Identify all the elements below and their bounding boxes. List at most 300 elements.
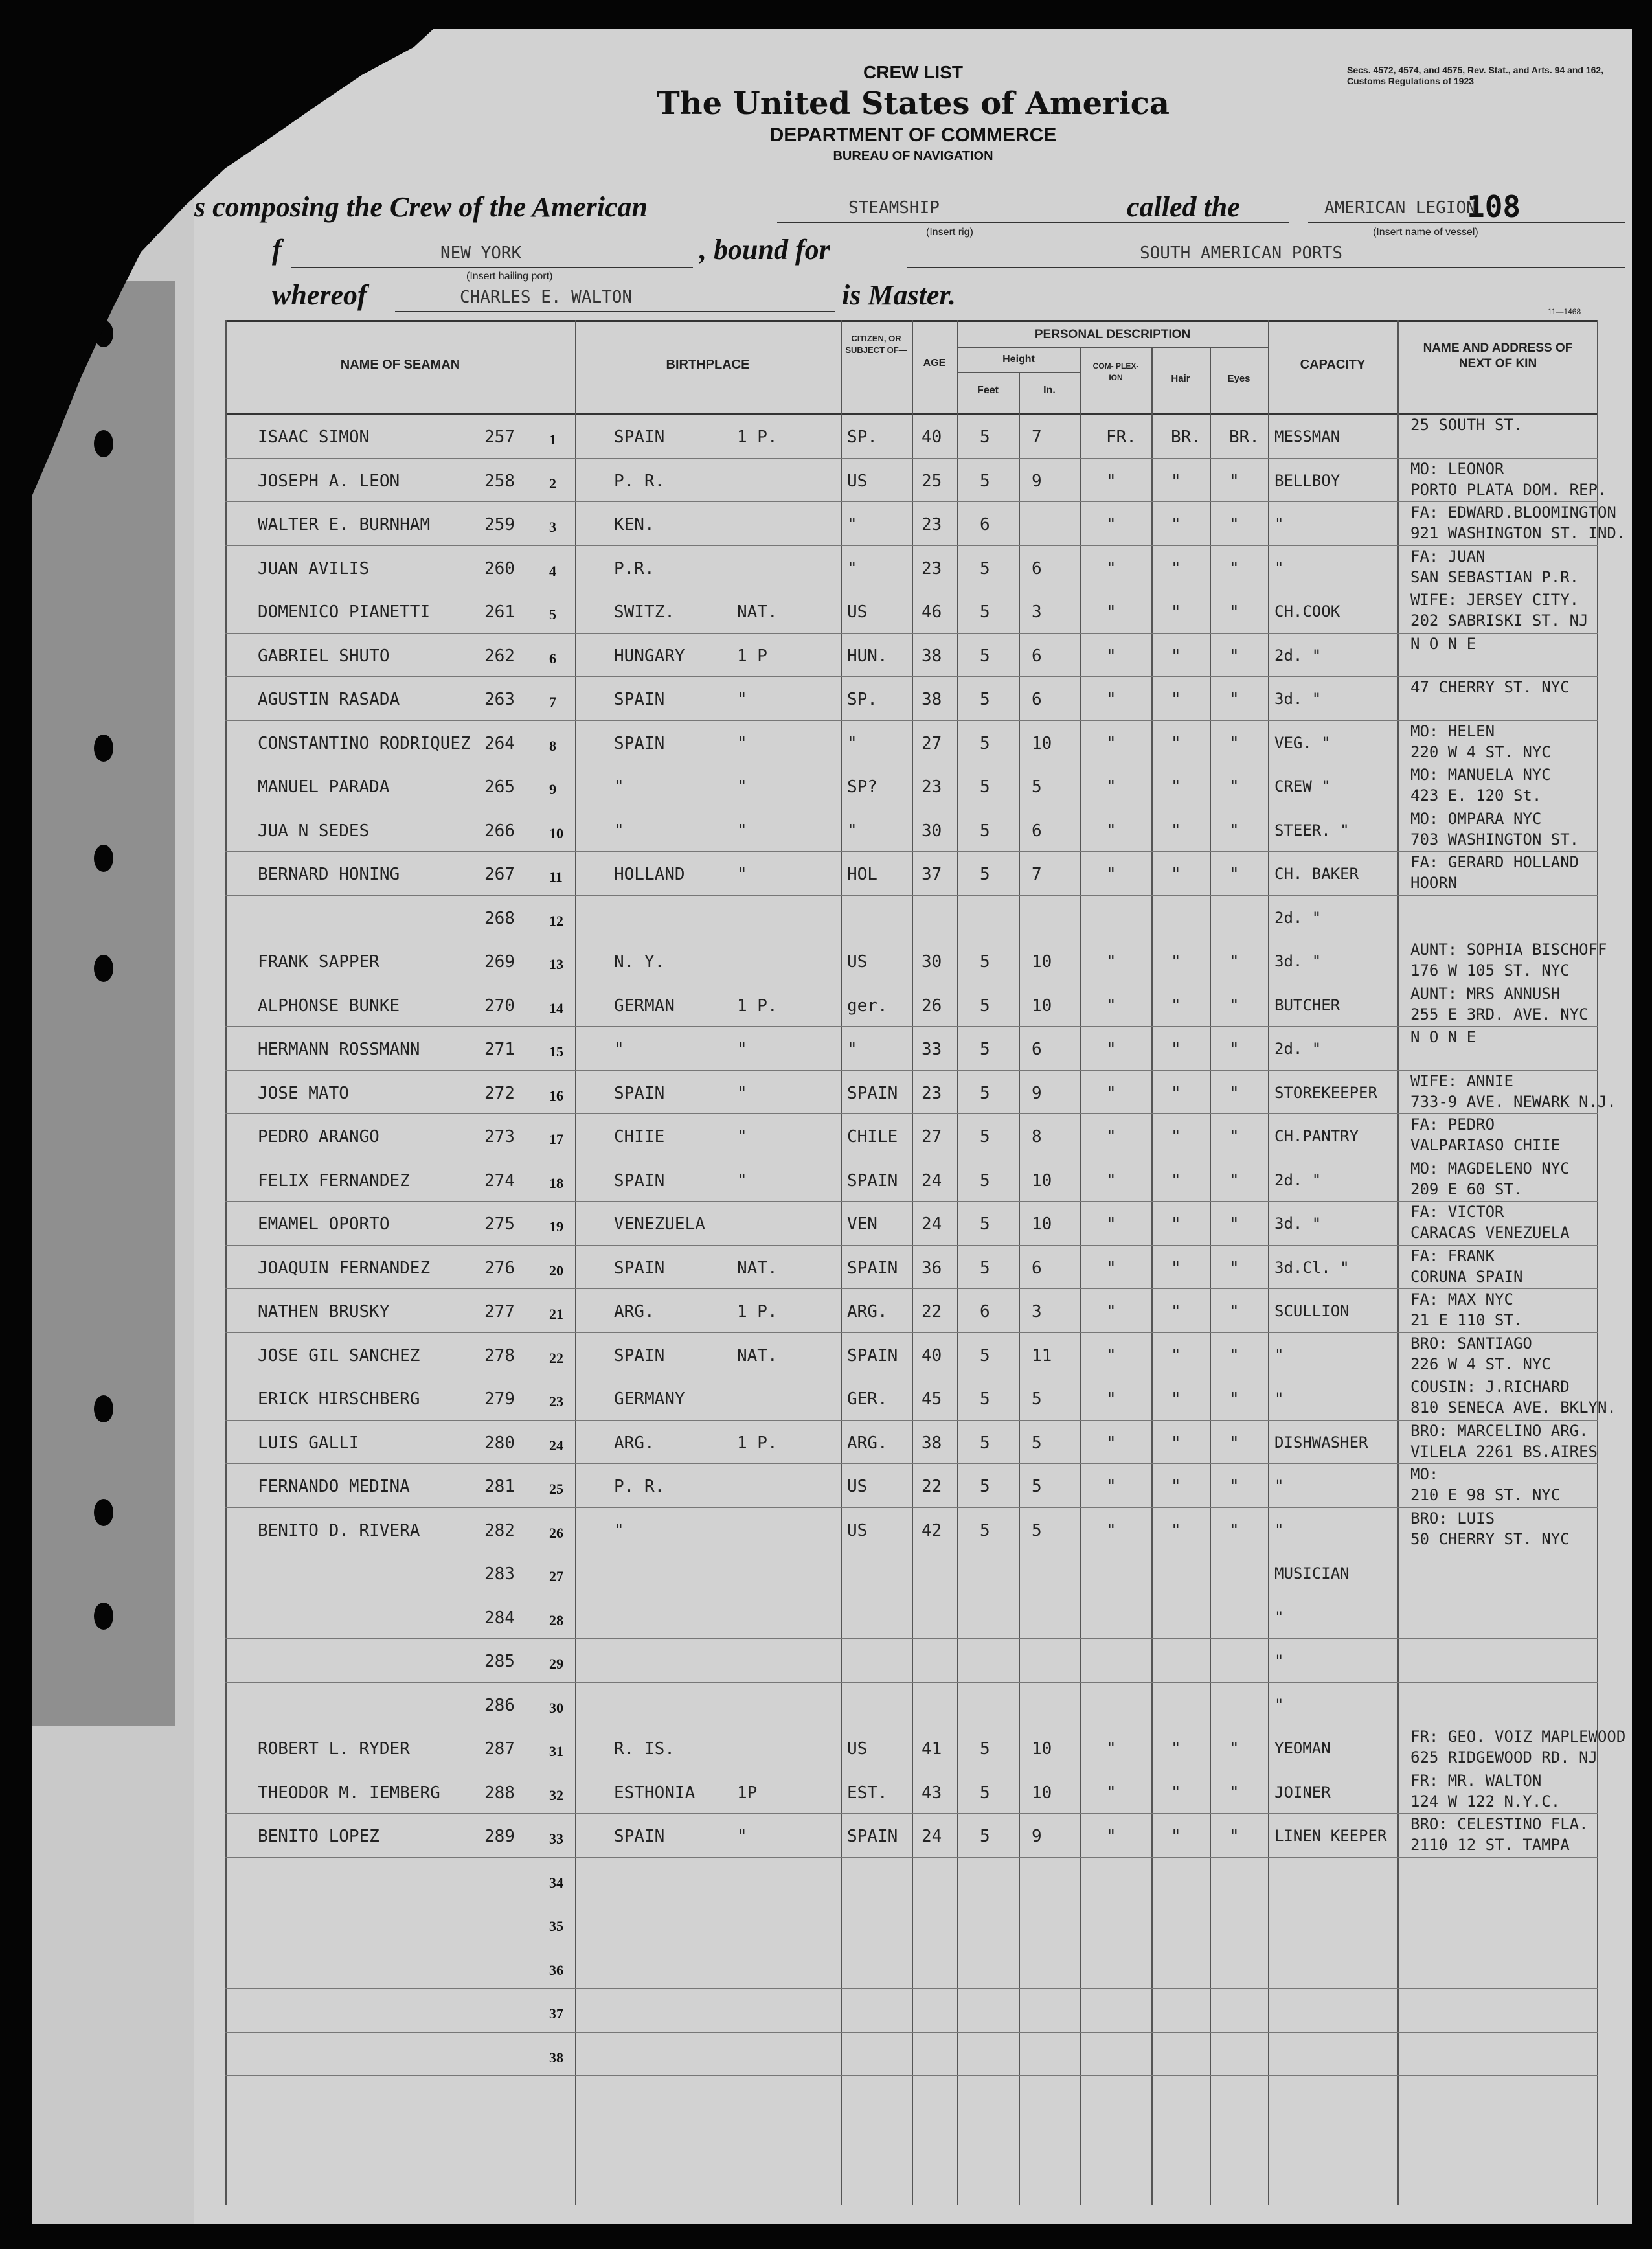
capacity: " [1274, 1477, 1284, 1495]
complexion: " [1106, 1215, 1116, 1234]
capacity: VEG. " [1274, 733, 1331, 752]
seaman-name: WALTER E. BURNHAM [258, 515, 431, 534]
hair: " [1171, 821, 1181, 841]
hair: " [1171, 1520, 1181, 1540]
height-inches: 6 [1032, 1258, 1042, 1278]
next-of-kin-address: HOORN [1410, 874, 1458, 892]
birthplace: N. Y. [614, 952, 665, 972]
hair: " [1171, 515, 1181, 534]
hair: " [1171, 646, 1181, 666]
next-of-kin-name: FA: MAX NYC [1410, 1290, 1513, 1308]
next-of-kin-name: FR: MR. WALTON [1410, 1771, 1542, 1790]
seaman-name: BENITO LOPEZ [258, 1827, 379, 1846]
capacity: " [1274, 515, 1284, 533]
citizenship: ARG. [847, 1433, 888, 1453]
height-feet: 5 [980, 1170, 990, 1191]
citizenship: SPAIN [847, 1083, 898, 1103]
table-row [225, 896, 1598, 940]
crew-number: 269 [484, 952, 515, 972]
hair: BR. [1171, 428, 1201, 447]
punch-hole [94, 955, 113, 982]
col-inches: In. [1043, 385, 1056, 396]
capacity: " [1274, 1695, 1284, 1714]
capacity: " [1274, 558, 1284, 577]
height-feet: 5 [980, 1083, 990, 1103]
height-inches: 10 [1032, 952, 1052, 972]
table-row [225, 1464, 1598, 1508]
height-feet: 5 [980, 1389, 990, 1409]
birth-status: 1 P. [737, 428, 778, 447]
vessel-name: AMERICAN LEGION [1324, 198, 1477, 218]
next-of-kin-address: 176 W 105 ST. NYC [1410, 961, 1570, 979]
capacity: MUSICIAN [1274, 1564, 1350, 1582]
next-of-kin-address: 703 WASHINGTON ST. [1410, 830, 1579, 849]
capacity: 2d. " [1274, 646, 1322, 665]
capacity: 3d. " [1274, 1215, 1322, 1233]
next-of-kin-name: AUNT: SOPHIA BISCHOFF [1410, 941, 1607, 959]
seaman-name: BERNARD HONING [258, 865, 400, 884]
age: 24 [922, 1827, 942, 1846]
age: 23 [922, 558, 942, 578]
line-number: 7 [549, 694, 556, 710]
height-inches: 5 [1032, 1433, 1042, 1453]
crew-number: 288 [484, 1783, 515, 1803]
table-row [225, 589, 1598, 634]
table-row [225, 1814, 1598, 1858]
eyes: " [1229, 952, 1239, 972]
complexion: " [1106, 690, 1116, 709]
line-number: 22 [549, 1349, 563, 1366]
eyes: " [1229, 1258, 1239, 1278]
next-of-kin-address: VILELA 2261 BS.AIRES [1410, 1442, 1598, 1461]
eyes: " [1229, 1389, 1239, 1409]
line-number: 19 [549, 1218, 563, 1235]
table-row [225, 1333, 1598, 1377]
table-row [225, 1158, 1598, 1202]
line-number: 11 [549, 869, 563, 885]
capacity: CH.PANTRY [1274, 1127, 1359, 1145]
crew-number: 259 [484, 515, 515, 534]
next-of-kin-name: COUSIN: J.RICHARD [1410, 1378, 1570, 1396]
table-row [225, 1508, 1598, 1552]
seaman-name: ALPHONSE BUNKE [258, 996, 400, 1016]
line-number: 37 [549, 2005, 563, 2022]
citizenship: " [847, 515, 857, 534]
form-title: CREW LIST [863, 62, 963, 82]
next-of-kin-address: 921 WASHINGTON ST. IND. [1410, 524, 1626, 542]
line-number: 23 [549, 1393, 563, 1410]
table-row [225, 677, 1598, 721]
complexion: " [1106, 1477, 1116, 1496]
crew-number: 287 [484, 1739, 515, 1759]
next-of-kin-address: 733-9 AVE. NEWARK N.J. [1410, 1092, 1616, 1111]
line-number: 35 [549, 1918, 563, 1934]
line-number: 31 [549, 1743, 563, 1759]
birthplace: GERMAN [614, 996, 675, 1016]
punch-hole [94, 1395, 113, 1422]
complexion: " [1106, 1258, 1116, 1278]
complexion: " [1106, 1433, 1116, 1453]
line-number: 15 [549, 1044, 563, 1060]
capacity: 3d.Cl. " [1274, 1258, 1350, 1277]
hair: " [1171, 1827, 1181, 1846]
vessel-hint: (Insert name of vessel) [1373, 227, 1478, 238]
hair: " [1171, 1215, 1181, 1234]
crew-number: 281 [484, 1477, 515, 1496]
height-inches: 5 [1032, 1389, 1042, 1409]
citizenship: SPAIN [847, 1345, 898, 1365]
crew-number: 266 [484, 821, 515, 841]
line-number: 3 [549, 519, 556, 535]
eyes: " [1229, 1477, 1239, 1496]
table-row [225, 1246, 1598, 1290]
crew-table [225, 320, 1626, 2205]
col-capacity: CAPACITY [1300, 358, 1366, 372]
height-feet: 5 [980, 1258, 990, 1278]
citizenship: US [847, 471, 868, 491]
height-feet: 5 [980, 777, 990, 797]
height-inches: 10 [1032, 733, 1052, 753]
birthplace: ARG. [614, 1302, 655, 1321]
eyes: " [1229, 1302, 1239, 1321]
line-number: 2 [549, 475, 556, 492]
citizenship: US [847, 1477, 868, 1496]
age: 25 [922, 471, 942, 491]
height-inches: 10 [1032, 1215, 1052, 1234]
table-row [225, 1726, 1626, 1770]
birthplace: " [614, 1520, 624, 1540]
next-of-kin-address: CORUNA SPAIN [1410, 1267, 1523, 1286]
birthplace: SPAIN [614, 428, 665, 447]
birthplace: " [614, 821, 624, 841]
line-number: 13 [549, 956, 563, 972]
citizenship: ARG. [847, 1302, 888, 1321]
line-number: 24 [549, 1437, 563, 1454]
next-of-kin-name: MO: HELEN [1410, 722, 1495, 740]
eyes: " [1229, 865, 1239, 884]
next-of-kin-address: 220 W 4 ST. NYC [1410, 742, 1551, 761]
seaman-name: EMAMEL OPORTO [258, 1215, 390, 1234]
age: 26 [922, 996, 942, 1016]
eyes: " [1229, 996, 1239, 1016]
next-of-kin-address: SAN SEBASTIAN P.R. [1410, 567, 1579, 586]
line-number: 26 [549, 1524, 563, 1541]
hair: " [1171, 1258, 1181, 1278]
crew-number: 260 [484, 558, 515, 578]
height-inches: 8 [1032, 1127, 1042, 1147]
is-master-label: is Master. [842, 279, 956, 311]
capacity: SCULLION [1274, 1302, 1350, 1320]
crew-number: 258 [484, 471, 515, 491]
height-inches: 9 [1032, 1083, 1042, 1103]
birthplace: SPAIN [614, 1258, 665, 1278]
citizenship: US [847, 602, 868, 622]
birth-status: " [737, 1170, 747, 1191]
next-of-kin-name: MO: MANUELA NYC [1410, 766, 1551, 784]
birth-status: " [737, 1040, 747, 1059]
table-row [225, 1770, 1598, 1814]
birth-status: " [737, 1083, 747, 1103]
whereof-label: whereof [272, 279, 367, 311]
line-number: 38 [549, 2049, 563, 2066]
table-row [225, 721, 1598, 765]
age: 30 [922, 821, 942, 841]
hair: " [1171, 1477, 1181, 1496]
citizenship: " [847, 558, 857, 578]
capacity: CH.COOK [1274, 602, 1341, 621]
birthplace: HUNGARY [614, 646, 685, 666]
table-row [225, 1027, 1598, 1071]
next-of-kin-name: MO: OMPARA NYC [1410, 809, 1542, 828]
birth-status: " [737, 777, 747, 797]
line-number: 28 [549, 1612, 563, 1628]
seaman-name: JOSE MATO [258, 1083, 349, 1103]
height-inches: 5 [1032, 1477, 1042, 1496]
hair: " [1171, 471, 1181, 491]
hair: " [1171, 690, 1181, 709]
eyes: " [1229, 733, 1239, 753]
age: 45 [922, 1389, 942, 1409]
hair: " [1171, 996, 1181, 1016]
capacity: BUTCHER [1274, 996, 1341, 1014]
eyes: BR. [1229, 428, 1260, 447]
hair: " [1171, 733, 1181, 753]
hair: " [1171, 602, 1181, 622]
table-row [225, 634, 1598, 678]
birth-status: " [737, 821, 747, 841]
rig-hint: (Insert rig) [926, 227, 973, 238]
crew-number: 278 [484, 1345, 515, 1365]
capacity: 2d. " [1274, 1040, 1322, 1058]
capacity: CREW " [1274, 777, 1331, 795]
height-inches: 10 [1032, 1739, 1052, 1759]
bound-for-label: , bound for [699, 234, 830, 266]
capacity: LINEN KEEPER [1274, 1827, 1387, 1845]
crew-number: 264 [484, 733, 515, 753]
seaman-name: JOSE GIL SANCHEZ [258, 1345, 420, 1365]
next-of-kin-address: 255 E 3RD. AVE. NYC [1410, 1005, 1589, 1023]
next-of-kin-name: FA: EDWARD.BLOOMINGTON [1410, 503, 1616, 521]
crew-number: 268 [484, 908, 515, 928]
age: 23 [922, 777, 942, 797]
complexion: " [1106, 1127, 1116, 1147]
birthplace: GERMANY [614, 1389, 685, 1409]
line-number: 14 [549, 999, 563, 1016]
height-inches: 3 [1032, 1302, 1042, 1321]
seaman-name: PEDRO ARANGO [258, 1127, 379, 1147]
line-number: 27 [549, 1568, 563, 1584]
next-of-kin-address: 21 E 110 ST. [1410, 1311, 1523, 1329]
table-row [225, 1421, 1598, 1465]
hair: " [1171, 1170, 1181, 1191]
complexion: " [1106, 952, 1116, 972]
eyes: " [1229, 1783, 1239, 1803]
line-number: 17 [549, 1131, 563, 1147]
age: 30 [922, 952, 942, 972]
master-name: CHARLES E. WALTON [460, 288, 633, 307]
seaman-name: ERICK HIRSCHBERG [258, 1389, 420, 1409]
height-inches: 7 [1032, 428, 1042, 447]
master-underline [395, 311, 835, 312]
age: 24 [922, 1170, 942, 1191]
eyes: " [1229, 1127, 1239, 1147]
table-row [225, 1639, 1598, 1683]
next-of-kin-name: BRO: CELESTINO FLA. [1410, 1815, 1589, 1833]
table-row [225, 415, 1598, 459]
form-code: 11—1468 [1548, 307, 1581, 316]
height-feet: 5 [980, 1345, 990, 1365]
stamp-number: 108 [1467, 189, 1521, 224]
complexion: " [1106, 733, 1116, 753]
age: 36 [922, 1258, 942, 1278]
next-of-kin-address: 124 W 122 N.Y.C. [1410, 1792, 1561, 1810]
capacity: 2d. " [1274, 908, 1322, 927]
height-feet: 5 [980, 1215, 990, 1234]
age: 42 [922, 1520, 942, 1540]
table-row [225, 1376, 1616, 1421]
next-of-kin-name: BRO: SANTIAGO [1410, 1334, 1532, 1353]
seaman-name: THEODOR M. IEMBERG [258, 1783, 440, 1803]
height-feet: 6 [980, 515, 990, 534]
citizenship: SPAIN [847, 1827, 898, 1846]
eyes: " [1229, 777, 1239, 797]
citizenship: ger. [847, 996, 888, 1016]
eyes: " [1229, 1520, 1239, 1540]
crew-number: 270 [484, 996, 515, 1016]
capacity: 2d. " [1274, 1170, 1322, 1189]
table-row [225, 1289, 1598, 1333]
binding-stub [32, 281, 175, 1726]
next-of-kin-address: 2110 12 ST. TAMPA [1410, 1836, 1570, 1854]
crew-number: 276 [484, 1258, 515, 1278]
age: 41 [922, 1739, 942, 1759]
complexion: " [1106, 1739, 1116, 1759]
age: 37 [922, 865, 942, 884]
height-feet: 5 [980, 690, 990, 709]
next-of-kin-address: 50 CHERRY ST. NYC [1410, 1529, 1570, 1548]
hair: " [1171, 1040, 1181, 1059]
eyes: " [1229, 1083, 1239, 1103]
table-row [225, 2033, 1598, 2077]
height-inches: 6 [1032, 558, 1042, 578]
height-inches: 11 [1032, 1345, 1052, 1365]
line-number: 5 [549, 606, 556, 622]
height-inches: 6 [1032, 1040, 1042, 1059]
line-number: 34 [549, 1874, 563, 1891]
birthplace: R. IS. [614, 1739, 675, 1759]
age: 23 [922, 515, 942, 534]
table-row [225, 1114, 1598, 1158]
line-number: 33 [549, 1831, 563, 1847]
birth-status: " [737, 690, 747, 709]
capacity: " [1274, 1608, 1284, 1627]
complexion: " [1106, 821, 1116, 841]
table-row [225, 1071, 1616, 1115]
next-of-kin-address: 209 E 60 ST. [1410, 1180, 1523, 1198]
complexion: " [1106, 558, 1116, 578]
birth-status: " [737, 1127, 747, 1147]
line-number: 1 [549, 431, 556, 448]
seaman-name: CONSTANTINO RODRIQUEZ [258, 733, 471, 753]
capacity: DISHWASHER [1274, 1433, 1368, 1452]
hair: " [1171, 952, 1181, 972]
line-number: 4 [549, 562, 556, 579]
next-of-kin-address: 210 E 98 ST. NYC [1410, 1486, 1561, 1504]
seaman-name: DOMENICO PIANETTI [258, 602, 431, 622]
table-row [225, 1202, 1598, 1246]
birth-status: 1 P. [737, 996, 778, 1016]
birthplace: VENEZUELA [614, 1215, 705, 1234]
height-inches: 10 [1032, 1170, 1052, 1191]
crew-list-sheet [194, 29, 1632, 2224]
table-row [225, 1858, 1598, 1902]
hair: " [1171, 1783, 1181, 1803]
citizenship: " [847, 821, 857, 841]
hair: " [1171, 1739, 1181, 1759]
complexion: " [1106, 1170, 1116, 1191]
complexion: " [1106, 602, 1116, 622]
birthplace: SWITZ. [614, 602, 675, 622]
height-inches: 3 [1032, 602, 1042, 622]
crew-number: 267 [484, 865, 515, 884]
complexion: " [1106, 1389, 1116, 1409]
citizenship: SP? [847, 777, 877, 797]
eyes: " [1229, 821, 1239, 841]
height-feet: 5 [980, 1477, 990, 1496]
col-next-of-kin: NAME AND ADDRESS OF NEXT OF KIN [1423, 341, 1573, 371]
capacity: CH. BAKER [1274, 865, 1359, 883]
complexion: " [1106, 1040, 1116, 1059]
birth-status: 1P [737, 1783, 758, 1803]
citizenship: US [847, 952, 868, 972]
seaman-name: ISAAC SIMON [258, 428, 370, 447]
height-feet: 5 [980, 821, 990, 841]
birth-status: 1 P [737, 646, 767, 666]
hair: " [1171, 1389, 1181, 1409]
line-number: 29 [549, 1656, 563, 1672]
next-of-kin-name: FA: GERARD HOLLAND [1410, 853, 1579, 871]
height-inches: 6 [1032, 821, 1042, 841]
table-row [225, 1901, 1598, 1945]
complexion: " [1106, 1345, 1116, 1365]
col-feet: Feet [977, 385, 999, 396]
crew-number: 275 [484, 1215, 515, 1234]
line-number: 6 [549, 650, 556, 667]
age: 43 [922, 1783, 942, 1803]
capacity: STOREKEEPER [1274, 1083, 1377, 1102]
table-row [225, 808, 1598, 852]
eyes: " [1229, 690, 1239, 709]
table-row [225, 1595, 1598, 1639]
capacity: " [1274, 1345, 1284, 1364]
next-of-kin-address: 625 RIDGEWOOD RD. NJ [1410, 1748, 1598, 1766]
seaman-name: JUAN AVILIS [258, 558, 370, 578]
next-of-kin-name: BRO: LUIS [1410, 1509, 1495, 1527]
capacity: " [1274, 1520, 1284, 1539]
table-row [225, 1551, 1598, 1595]
col-eyes: Eyes [1227, 373, 1250, 384]
eyes: " [1229, 471, 1239, 491]
seaman-name: FRANK SAPPER [258, 952, 379, 972]
capacity: STEER. " [1274, 821, 1350, 839]
citizenship: CHILE [847, 1127, 898, 1147]
age: 40 [922, 428, 942, 447]
birth-status: 1 P. [737, 1302, 778, 1321]
department-heading: DEPARTMENT OF COMMERCE [769, 124, 1057, 146]
col-personal-description: PERSONAL DESCRIPTION [1034, 328, 1191, 341]
punch-hole [94, 1603, 113, 1630]
table-row [225, 546, 1598, 590]
